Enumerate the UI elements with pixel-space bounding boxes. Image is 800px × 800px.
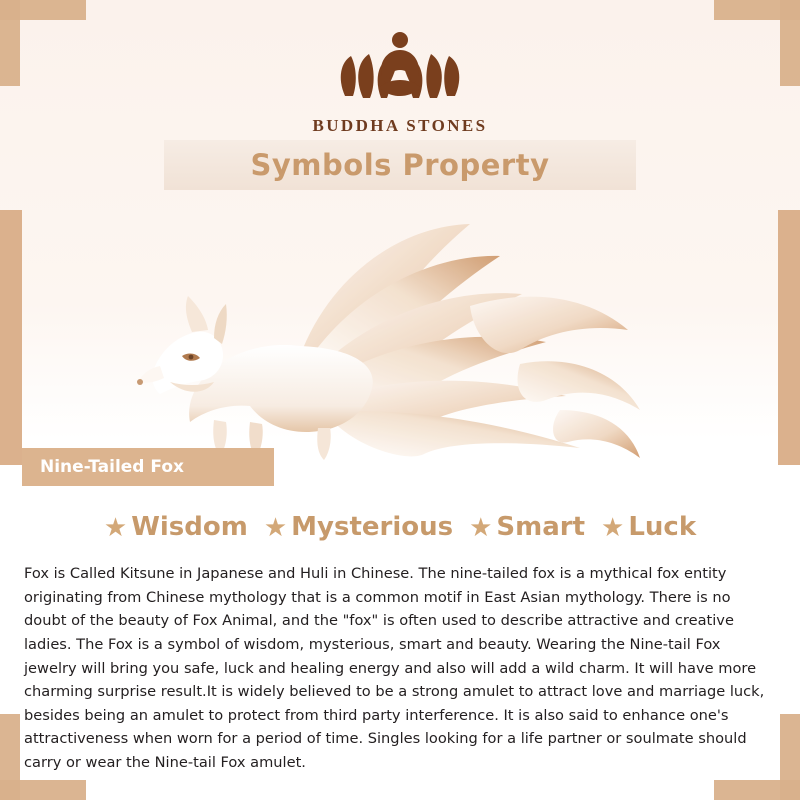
- subject-ribbon: [22, 448, 274, 486]
- keyword-item-wisdom: [104, 512, 248, 542]
- corner-decoration-bottom-left-vertical: [0, 714, 20, 800]
- keyword-label: Wisdom: [131, 512, 248, 542]
- lotus-meditation-icon: [0, 26, 800, 112]
- corner-decoration-bottom-right-vertical: [780, 714, 800, 800]
- title-banner: [164, 140, 636, 190]
- page-title: Symbols Property: [250, 148, 550, 182]
- subject-label: Nine-Tailed Fox: [40, 457, 184, 477]
- keyword-item-smart: [469, 512, 585, 542]
- keyword-label: Smart: [496, 512, 586, 542]
- star-icon: ★: [263, 512, 288, 542]
- hero-illustration: [0, 196, 800, 466]
- star-icon: ★: [103, 512, 128, 542]
- keyword-item-mysterious: [264, 512, 453, 542]
- brand-logo-block: [0, 26, 800, 136]
- keyword-label: Mysterious: [291, 512, 454, 542]
- star-icon: ★: [601, 512, 625, 542]
- keyword-item-luck: [601, 512, 696, 542]
- keyword-row: [0, 512, 800, 542]
- keyword-label: Luck: [628, 512, 697, 542]
- description-paragraph: Fox is Called Kitsune in Japanese and Huli in Chinese. The nine-tailed fox is a mythical fox entity originating from Chinese mythology that is a common motif in East Asian mythology. There is no doubt of the beauty of Fox Animal, and the "fox" is often used to describe attractive and creative ladies. The Fox is a symbol of wisdom, mysterious, smart and beauty. Wearing the Nine-tail Fox jewelry will bring you safe, luck and healing energy and also will add a wild charm. It will have more charming surprise result.It is widely believed to be a strong amulet to attract love and marriage luck, besides being an amulet to protect from third party interference. It is also said to enhance one's attractiveness when worn for a period of time. Singles looking for a life partner or soulmate should carry or wear the Nine-tail Fox amulet.: [24, 565, 765, 772]
- star-icon: ★: [469, 512, 493, 542]
- brand-name: BUDDHA STONES: [312, 116, 488, 135]
